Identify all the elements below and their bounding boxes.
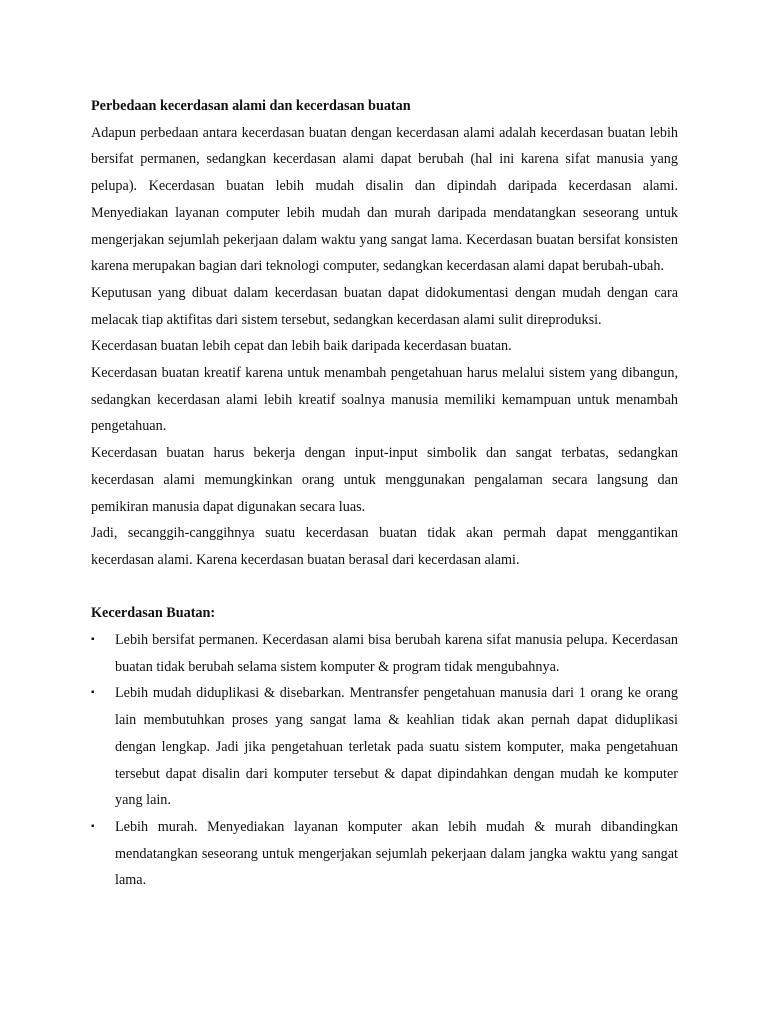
document-title: Perbedaan kecerdasan alami dan kecerdasan buatan <box>91 98 411 114</box>
document-page <box>91 93 678 894</box>
square-bullet-icon: ▪ <box>91 820 95 832</box>
list-item-text: Lebih murah. Menyediakan layanan komputer akan lebih mudah & murah dibandingkan mendatangkan seseorang untuk mengerjakan sejumlah pekerjaan dalam jangka waktu yang sangat lama. <box>115 818 678 889</box>
bullet-list <box>91 627 678 894</box>
paragraph: Keputusan yang dibuat dalam kecerdasan buatan dapat didokumentasi dengan mudah dengan cara melacak tiap aktifitas dari sistem tersebut, sedangkan kecerdasan alami sulit direproduksi. <box>91 284 678 328</box>
square-bullet-icon: ▪ <box>91 634 95 646</box>
paragraph: Adapun perbedaan antara kecerdasan buatan dengan kecerdasan alami adalah kecerdasan buatan lebih bersifat permanen, sedangkan kecerdasan alami dapat berubah (hal ini karena sifat manusia yang pelupa). Kecerdasan buatan lebih mudah disalin dan dipindah daripada kecerdasan alami. Menyediakan layanan computer lebih mudah dan murah daripada mendatangkan seseorang untuk mengerjakan sejumlah pekerjaan dalam waktu yang sangat lama. Kecerdasan buatan bersifat konsisten karena merupakan bagian dari teknologi computer, sedangkan kecerdasan alami dapat berubah-ubah. <box>91 124 678 275</box>
list-item-text: Lebih bersifat permanen. Kecerdasan alami bisa berubah karena sifat manusia pelupa. Kecerdasan buatan tidak berubah selama sistem komputer & program tidak mengubahnya. <box>115 632 678 675</box>
paragraph: Kecerdasan buatan lebih cepat dan lebih baik daripada kecerdasan buatan. <box>91 338 512 355</box>
paragraph: Kecerdasan buatan harus bekerja dengan input-input simbolik dan sangat terbatas, sedangkan kecerdasan alami memungkinkan orang untuk menggunakan pengalaman secara langsung dan pemikiran manusia dapat digunakan secara luas. <box>91 445 678 515</box>
list-item <box>91 680 678 814</box>
list-item <box>91 627 678 680</box>
list-item-text: Lebih mudah diduplikasi & disebarkan. Mentransfer pengetahuan manusia dari 1 orang ke orang lain membutuhkan proses yang sangat lama & keahlian tidak akan pernah dapat diduplikasi dengan lengkap. Jadi jika pengetahuan terletak pada suatu sistem komputer, maka pengetahuan tersebut dapat disalin dari komputer tersebut & dapat dipindahkan dengan mudah ke komputer yang lain. <box>115 685 678 809</box>
list-item <box>91 814 678 894</box>
paragraph: Jadi, secanggih-canggihnya suatu kecerdasan buatan tidak akan permah dapat menggantikan kecerdasan alami. Karena kecerdasan buatan berasal dari kecerdasan alami. <box>91 525 678 568</box>
paragraph: Kecerdasan buatan kreatif karena untuk menambah pengetahuan harus melalui sistem yang dibangun, sedangkan kecerdasan alami lebih kreatif soalnya manusia memiliki kemampuan untuk menambah pengetahuan. <box>91 365 678 435</box>
section-spacer <box>91 574 678 601</box>
section-title: Kecerdasan Buatan: <box>91 605 216 622</box>
square-bullet-icon: ▪ <box>91 687 95 699</box>
